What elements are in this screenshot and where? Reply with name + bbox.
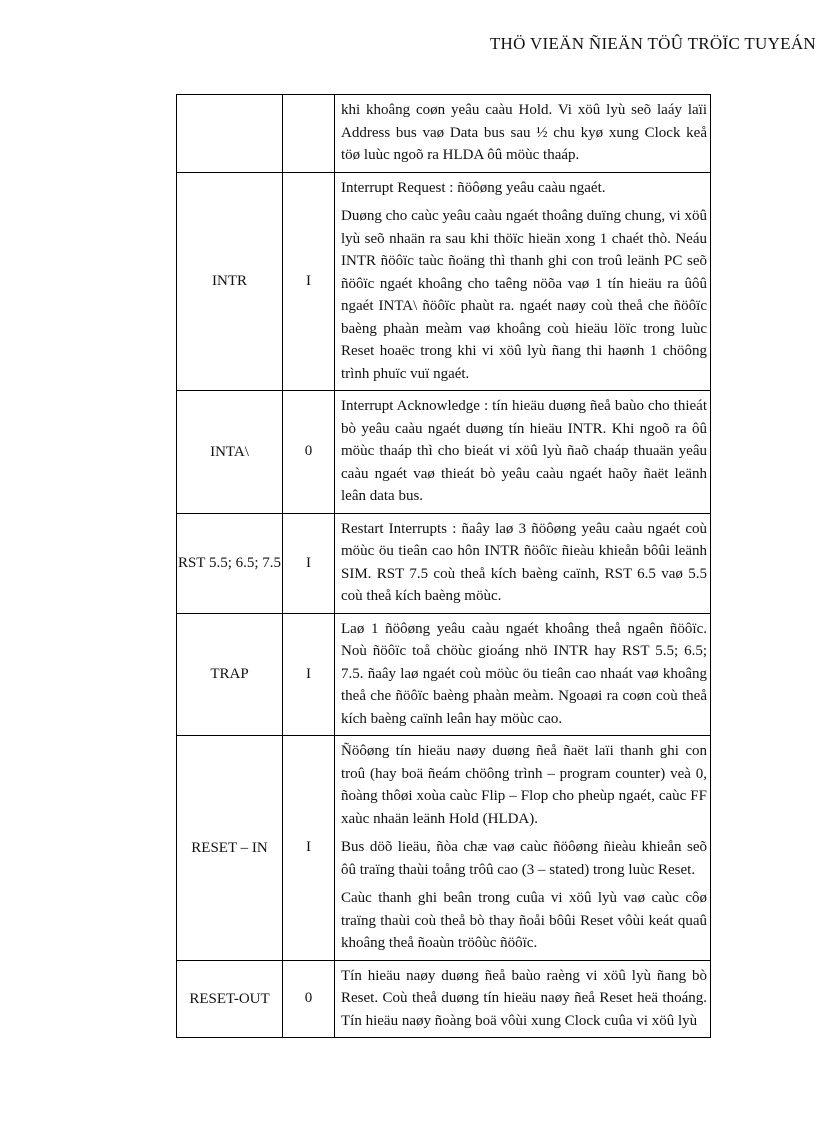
signal-description-cell <box>335 736 711 961</box>
description-paragraph: Caùc thanh ghi beân trong cuûa vi xöû lyù vaø caùc côø traïng thaùi coù theå bò thay ñoåi bôûi Reset vôùi keát quaû khoâng theå ñoaùn tröôùc ñöôïc. <box>341 890 707 951</box>
description-paragraph: Restart Interrupts : ñaây laø 3 ñöôøng yeâu caàu ngaét coù möùc öu tieân cao hôn INTR ñöôïc ñieàu khieån bôûi leänh SIM. RST 7.5 coù theå kích baèng caïnh, RST 6.5 vaø 5.5 coù theå kích baèng möùc. <box>341 520 707 604</box>
signal-name-cell: RESET – IN <box>177 736 283 961</box>
description-paragraph: Interrupt Acknowledge : tín hieäu duøng ñeå baùo cho thieát bò yeâu caàu ngaét duøng tín hieäu INTR. Khi ngoõ ra ôû möùc thaáp thì cho bieát vi xöû lyù ñaõ chaáp thuaän yeâu caàu ngaét vaø thieát bò yeâu caàu ngaét haõy ñaët leänh leân data bus. <box>341 398 707 504</box>
signal-type-cell: I <box>283 736 335 961</box>
description-paragraph: Ñöôøng tín hieäu naøy duøng ñeå ñaët laïi thanh ghi con troû (hay boä ñeám chöông trình – program counter) veà 0, ñoàng thôøi xoùa caùc Flip – Flop cho pheùp ngaét, caùc FF xaùc nhaän leänh Hold (HLDA). <box>341 743 707 827</box>
description-paragraph: Duøng cho caùc yeâu caàu ngaét thoâng duïng chung, vi xöû lyù seõ nhaän ra sau khi thöïc hieän xong 1 chaét thò. Neáu INTR ñöôïc taùc ñoäng thì thanh ghi con troû leänh PC seõ ñöôïc ngaét khoâng cho taêng nöõa vaø 1 tín hieäu ra ûôû ngaét INTA\ ñöôïc phaùt ra. ngaét naøy coù theå che ñöôïc baèng phaàn meàm vaø khoâng coù hieäu löïc trong luùc Reset hoaëc trong khi vi xöû lyù ñang thi haønh 1 chöông trình phuïc vuï ngaét. <box>341 208 707 382</box>
signal-name-cell: RST 5.5; 6.5; 7.5 <box>177 513 283 613</box>
signal-description-cell <box>335 391 711 514</box>
table-row <box>177 391 711 514</box>
signal-description-cell <box>335 960 711 1038</box>
signal-description-cell <box>335 95 711 173</box>
table-row <box>177 172 711 391</box>
signal-name-cell: RESET-OUT <box>177 960 283 1038</box>
signal-description-cell <box>335 613 711 736</box>
signal-name-cell <box>177 95 283 173</box>
description-paragraph: Bus döõ lieäu, ñòa chæ vaø caùc ñöôøng ñieàu khieån seõ ôû traïng thaùi toång trôû cao (3 – stated) trong luùc Reset. <box>341 839 707 878</box>
signal-type-cell <box>283 95 335 173</box>
signal-name-cell: INTR <box>177 172 283 391</box>
signal-type-cell: I <box>283 613 335 736</box>
signal-name-cell: TRAP <box>177 613 283 736</box>
signal-table <box>176 94 711 1038</box>
description-paragraph: khi khoâng coøn yeâu caàu Hold. Vi xöû lyù seõ laáy laïi Address bus vaø Data bus sau ½ chu kyø xung Clock keå töø luùc ngoõ ra HLDA ôû möùc thaáp. <box>341 102 707 163</box>
signal-type-cell: 0 <box>283 391 335 514</box>
description-paragraph: Laø 1 ñöôøng yeâu caàu ngaét khoâng theå ngaên ñöôïc. Noù ñöôïc toå chöùc gioáng nhö INTR hay RST 5.5; 6.5; 7.5. ñaây laø ngaét coù möùc öu tieân cao nhaát vaø khoâng theå che ñöôïc baèng phaàn meàm. Ngoaøi ra coøn coù theå kích baèng caïnh leân hay möùc cao. <box>341 620 707 727</box>
description-paragraph: Interrupt Request : ñöôøng yeâu caàu ngaét. <box>341 179 606 196</box>
table-row <box>177 960 711 1038</box>
signal-description-cell <box>335 513 711 613</box>
signal-type-cell: 0 <box>283 960 335 1038</box>
table-row <box>177 95 711 173</box>
signal-description-cell <box>335 172 711 391</box>
page-header: THÖ VIEÄN ÑIEÄN TÖÛ TRÖÏC TUYEÁN <box>489 34 816 53</box>
signal-name-cell: INTA\ <box>177 391 283 514</box>
signal-type-cell: I <box>283 172 335 391</box>
table-row <box>177 613 711 736</box>
signal-type-cell: I <box>283 513 335 613</box>
table-row <box>177 513 711 613</box>
table-row <box>177 736 711 961</box>
description-paragraph: Tín hieäu naøy duøng ñeå baùo raèng vi xöû lyù ñang bò Reset. Coù theå duøng tín hieäu naøy ñeå Reset heä thoáng. Tín hieäu naøy ñoàng boä vôùi xung Clock cuûa vi xöû lyù <box>341 967 707 1029</box>
